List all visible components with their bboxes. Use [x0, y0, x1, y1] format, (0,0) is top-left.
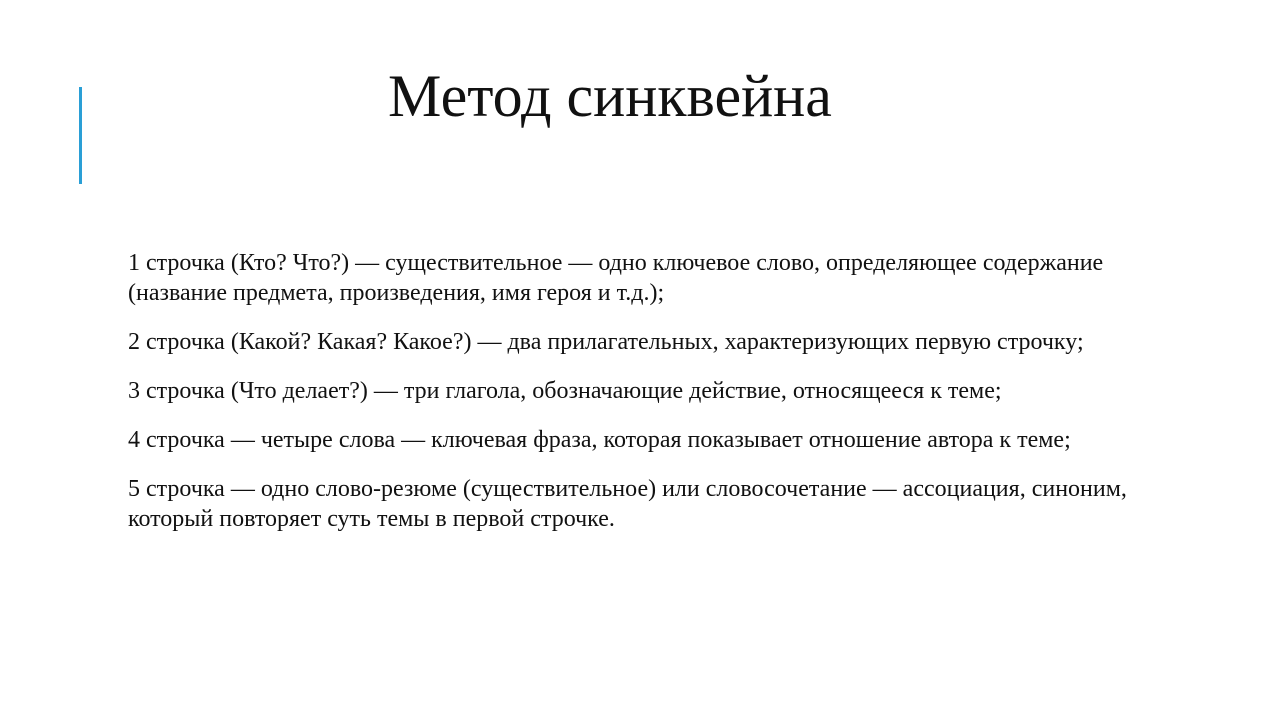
- list-item-line-4: 4 строчка — четыре слова — ключевая фраза, которая показывает отношение автора к теме;: [128, 427, 1071, 453]
- content-list: [128, 248, 1138, 553]
- list-item-line-1: 1 строчка (Кто? Что?) — существительное — одно ключевое слово, определяющее содержание (название предмета, произведения, имя героя и т.д.);: [128, 250, 1104, 306]
- list-item-line-2: 2 строчка (Какой? Какая? Какое?) — два прилагательных, характеризующих первую строчку;: [128, 329, 1084, 355]
- slide-title: Метод синквейна: [388, 63, 832, 129]
- list-item-line-5: 5 строчка — одно слово-резюме (существительное) или словосочетание — ассоциация, синоним, который повторяет суть темы в первой строчке.: [128, 476, 1127, 532]
- list-item-line-3: 3 строчка (Что делает?) — три глагола, обозначающие действие, относящееся к теме;: [128, 378, 1002, 404]
